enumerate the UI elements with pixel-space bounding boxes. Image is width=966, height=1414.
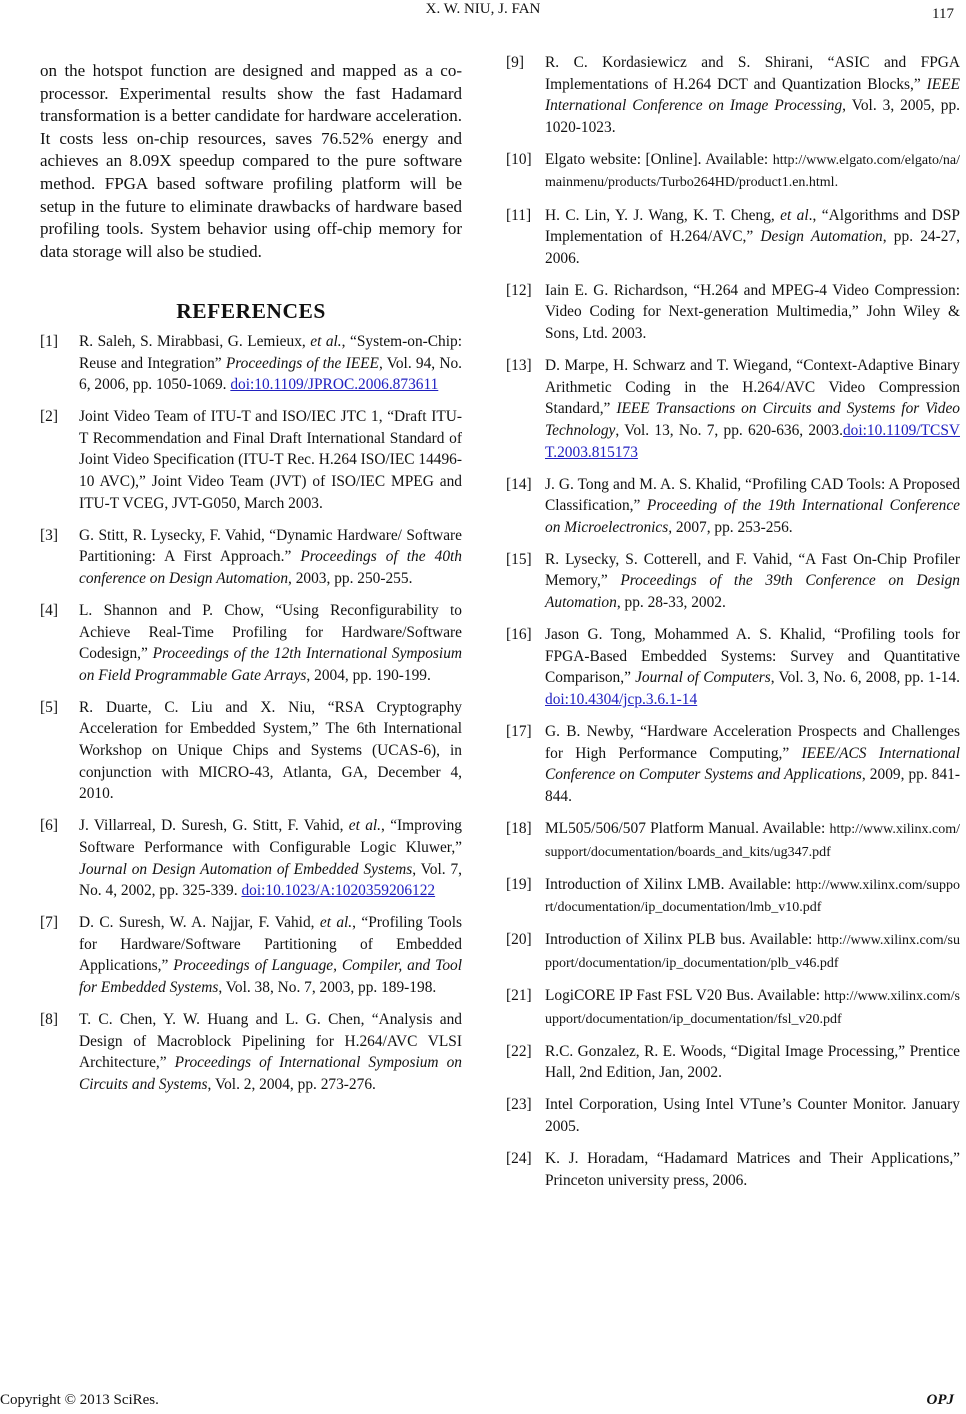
reference-segment: , pp. 24-27, 2006. — [545, 228, 960, 267]
reference-segment: , Vol. 3, 2005, pp. 1020-1023. — [545, 97, 960, 136]
reference-text — [545, 1148, 960, 1191]
reference-segment: R.C. Gonzalez, R. E. Woods, “Digital Image Processing,” Prentice Hall, 2nd Edition, Jan, 2002. — [545, 1042, 960, 1082]
reference-segment: , Vol. 38, No. 7, 2003, pp. 189-198. — [218, 978, 437, 996]
reference-segment: ., “Algorithms and DSP Implementation of H.264/AVC,” — [545, 206, 960, 246]
reference-number: [13] — [506, 357, 532, 375]
reference-item — [506, 1148, 960, 1191]
reference-segment: Joint Video Team of ITU-T and ISO/IEC JTC 1, “Draft ITU-T Recommendation and Final Draft International Standard of Joint Video Specification (ITU-T Rec. H.264 ISO/IEC 14496-10 AVC),” Joint Video Team (JVT) of ISO/IEC MPEG and ITU-T VCEG, JVT-G050, March 2003. — [79, 408, 462, 512]
reference-segment: R. C. Kordasiewicz and S. Shirani, “ASIC and FPGA Implementations of H.264 DCT and Quantization Blocks,” — [545, 54, 960, 93]
reference-number: [24] — [506, 1150, 532, 1168]
reference-number: [12] — [506, 281, 532, 299]
reference-item — [40, 815, 462, 901]
reference-number: [19] — [506, 875, 532, 893]
reference-item — [506, 474, 960, 539]
reference-segment: LogiCORE IP Fast FSL V20 Bus. Available: — [545, 986, 825, 1004]
reference-text — [545, 549, 960, 614]
reference-number: [1] — [40, 332, 58, 350]
reference-segment: Elgato website: [Online]. Available: — [545, 150, 773, 168]
reference-item — [506, 1094, 960, 1137]
reference-number: [11] — [506, 206, 532, 224]
doi-link[interactable]: doi:10.1023/A:1020359206122 — [241, 882, 436, 900]
reference-segment: ML505/506/507 Platform Manual. Available: — [545, 819, 830, 837]
reference-segment: , “System-on-Chip: Reuse and Integration” — [79, 332, 462, 372]
doi-link[interactable]: doi:10.4304/jcp.3.6.1-14 — [545, 690, 698, 708]
italic-text: Proceedings of the 12th International Symposium on Field Programmable Gate Arrays — [79, 645, 463, 684]
copyright-footer: Copyright © 2013 SciRes. — [0, 1392, 159, 1408]
reference-segment: , Vol. 2, 2004, pp. 273-276. — [207, 1075, 376, 1093]
body-paragraph: on the hotspot function are designed and mapped as a co-processor. Experimental results show the fast Hadamard transformation is a better candidate for hardware acceleration. It costs less on-chip resources, saves 76.52% energy and achieves an 8.09X speedup compared to the pure software method. FPGA based software profiling platform will be setup in the future to eliminate drawbacks of hardware based profiling tools. System behavior using off-chip memory for data storage will also be studied. — [40, 61, 462, 261]
italic-text: et al. — [348, 817, 382, 835]
reference-text — [79, 600, 462, 686]
reference-text — [545, 1094, 960, 1137]
reference-item — [506, 205, 960, 270]
italic-text: Proceedings of the 40th conference on Design Automation — [79, 548, 462, 587]
reference-segment: , Vol. 94, No. 6, 2006, pp. 1050-1069. — [79, 354, 462, 394]
left-column — [40, 60, 462, 1106]
reference-segment: R. Saleh, S. Mirabbasi, G. Lemieux, — [79, 332, 311, 350]
reference-number: [8] — [40, 1011, 58, 1029]
italic-text: Proceedings of the IEEE — [225, 354, 379, 372]
reference-text — [545, 721, 960, 807]
reference-segment: , Vol. 7, No. 4, 2002, pp. 325-339. — [79, 860, 462, 900]
reference-segment: Iain E. G. Richardson, “H.264 and MPEG-4 Video Compression: Video Coding for Next-generation Multimedia,” John Wiley & Sons, Ltd. 2003. — [545, 281, 960, 343]
doi-link[interactable]: doi:10.1109/TCSVT.2003.815173 — [545, 421, 960, 461]
reference-segment: Intel Corporation, Using Intel VTune’s Counter Monitor. January 2005. — [545, 1096, 960, 1135]
reference-segment: , “Improving Software Performance with Configurable Logic Kluwer,” — [79, 817, 462, 856]
reference-number: [5] — [40, 698, 58, 716]
reference-item — [40, 600, 462, 686]
reference-text — [545, 1041, 960, 1084]
reference-text — [545, 205, 960, 270]
reference-segment: , “Profiling Tools for Hardware/Software Partitioning of Embedded Applications,” — [79, 914, 462, 975]
reference-text — [79, 912, 462, 998]
reference-segment: Introduction of Xilinx LMB. Available: — [545, 875, 797, 893]
reference-text — [545, 52, 960, 138]
reference-item — [506, 818, 960, 863]
italic-text: et al. — [319, 914, 353, 932]
reference-text — [79, 1009, 462, 1095]
url-text: http://www.elgato.com/elgato/na/mainmenu/products/Turbo264HD/product1.en.html. — [545, 152, 960, 191]
reference-segment: L. Shannon and P. Chow, “Using Reconfigurability to Achieve Real-Time Profiling for Hardware/Software Codesign,” — [79, 601, 462, 663]
reference-text — [79, 697, 462, 805]
reference-segment: G. B. Newby, “Hardware Acceleration Prospects and Challenges for High Performance Computing,” — [545, 723, 960, 762]
italic-text: Journal of Computers — [635, 669, 771, 687]
reference-segment: D. C. Suresh, W. A. Najjar, F. Vahid, — [79, 914, 320, 932]
reference-segment: , Vol. 3, No. 6, 2008, pp. 1-14. — [770, 669, 960, 687]
reference-segment: T. C. Chen, Y. W. Huang and L. G. Chen, “Analysis and Design of Macroblock Pipelining for H.264/AVC VLSI Architecture,” — [79, 1011, 462, 1072]
reference-text — [545, 818, 960, 863]
reference-item — [40, 406, 462, 514]
reference-number: [21] — [506, 986, 532, 1004]
reference-list-right — [506, 52, 960, 1191]
reference-item — [506, 874, 960, 919]
reference-segment: J. Villarreal, D. Suresh, G. Stitt, F. Vahid, — [79, 817, 349, 835]
reference-item — [506, 149, 960, 194]
reference-text — [545, 874, 960, 919]
reference-item — [40, 1009, 462, 1095]
reference-item — [506, 52, 960, 138]
italic-text: Journal on Design Automation of Embedded Systems — [79, 860, 413, 878]
reference-item — [506, 985, 960, 1030]
reference-segment: , 2003, pp. 250-255. — [288, 569, 413, 587]
reference-segment: , 2004, pp. 190-199. — [306, 666, 431, 684]
reference-segment: , Vol. 13, No. 7, pp. 620-636, 2003. — [615, 421, 843, 439]
reference-number: [10] — [506, 150, 532, 168]
reference-number: [16] — [506, 626, 532, 644]
reference-segment: Jason G. Tong, Mohammed A. S. Khalid, “Profiling tools for FPGA-Based Embedded Systems: Survey and Quantitative Comparison,” — [545, 626, 960, 687]
reference-item — [506, 280, 960, 345]
page-number: 117 — [932, 6, 954, 22]
reference-list-left — [40, 331, 462, 1096]
reference-text — [545, 474, 960, 539]
reference-text — [79, 331, 462, 396]
reference-segment: J. G. Tong and M. A. S. Khalid, “Profiling CAD Tools: A Proposed Classification,” — [545, 475, 960, 515]
reference-number: [2] — [40, 408, 58, 426]
reference-text — [545, 929, 960, 974]
reference-text — [545, 985, 960, 1030]
reference-item — [40, 525, 462, 590]
reference-number: [9] — [506, 54, 524, 71]
reference-segment: Introduction of Xilinx PLB bus. Available: — [545, 931, 818, 949]
references-heading: REFERENCES — [176, 299, 326, 324]
reference-item — [506, 549, 960, 614]
reference-segment: K. J. Horadam, “Hadamard Matrices and Their Applications,” Princeton university press, 2006. — [545, 1150, 960, 1189]
italic-text: Proceedings of International Symposium on Circuits and Systems — [79, 1054, 462, 1093]
reference-segment: D. Marpe, H. Schwarz and T. Wiegand, “Context-Adaptive Binary Arithmetic Coding in the H.264/AVC Video Compression Standard,” — [545, 357, 960, 418]
italic-text: IEEE Transactions on Circuits and Systems for Video Technology — [545, 400, 960, 439]
reference-item — [506, 355, 960, 463]
url-text: http://www.xilinx.com/support/documentation/boards_and_kits/ug347.pdf — [545, 821, 960, 860]
reference-text — [79, 406, 462, 514]
italic-text: IEEE/ACS International Conference on Computer Systems and Applications — [545, 744, 960, 784]
reference-item — [506, 1041, 960, 1084]
reference-segment: R. Lysecky, S. Cotterell, and F. Vahid, “A Fast On-Chip Profiler Memory,” — [545, 550, 960, 590]
reference-number: [22] — [506, 1042, 532, 1060]
italic-text: IEEE International Conference on Image Processing — [545, 75, 960, 115]
reference-number: [7] — [40, 914, 58, 932]
reference-segment: , 2009, pp. 841-844. — [545, 766, 960, 805]
reference-number: [14] — [506, 475, 532, 493]
reference-text — [545, 355, 960, 463]
italic-text: et al. — [310, 332, 342, 350]
reference-item — [40, 331, 462, 396]
italic-text: Design Automation — [760, 228, 883, 246]
reference-item — [40, 912, 462, 998]
reference-segment: 2007, pp. 253-256. — [672, 518, 793, 536]
reference-number: [4] — [40, 601, 58, 619]
reference-number: [18] — [506, 819, 532, 837]
journal-abbrev: OPJ — [926, 1392, 954, 1408]
reference-text — [545, 280, 960, 345]
italic-text: et al — [780, 206, 809, 224]
doi-link[interactable]: doi:10.1109/JPROC.2006.873611 — [230, 376, 439, 394]
reference-segment: H. C. Lin, Y. J. Wang, K. T. Cheng, — [545, 206, 781, 224]
reference-number: [23] — [506, 1096, 532, 1114]
reference-text — [79, 815, 462, 901]
italic-text: Proceedings of the 39th Conference on Design Automation — [545, 572, 960, 612]
reference-text — [545, 624, 960, 710]
url-text: http://www.xilinx.com/support/documentation/ip_documentation/lmb_v10.pdf — [545, 877, 960, 916]
reference-segment: , pp. 28-33, 2002. — [616, 594, 726, 612]
reference-text — [79, 525, 462, 590]
reference-item — [40, 697, 462, 805]
reference-number: [6] — [40, 817, 58, 835]
reference-number: [17] — [506, 723, 532, 741]
reference-item — [506, 721, 960, 807]
reference-number: [20] — [506, 931, 532, 949]
reference-number: [15] — [506, 550, 532, 568]
reference-number: [3] — [40, 526, 58, 544]
url-text: http://www.xilinx.com/support/documentation/ip_documentation/plb_v46.pdf — [545, 933, 960, 971]
url-text: http://www.xilinx.com/support/documentation/ip_documentation/fsl_v20.pdf — [545, 988, 960, 1027]
reference-item — [506, 929, 960, 974]
italic-text: Proceeding of the 19th International Conference on Microelectronics, — [545, 497, 960, 536]
reference-segment: G. Stitt, R. Lysecky, F. Vahid, “Dynamic Hardware/ Software Partitioning: A First Approach.” — [79, 526, 462, 566]
running-head: X. W. NIU, J. FAN — [425, 1, 541, 17]
reference-text — [545, 149, 960, 194]
reference-item — [506, 624, 960, 710]
italic-text: Proceedings of Language, Compiler, and Tool for Embedded Systems — [79, 957, 462, 996]
reference-segment: R. Duarte, C. Liu and X. Niu, “RSA Cryptography Acceleration for Embedded System,” The 6th International Workshop on Unique Chips and Systems (UCAS-6), in conjunction with MICRO-43, Atlanta, GA, December 4, 2010. — [79, 698, 462, 803]
right-column — [506, 52, 960, 1202]
